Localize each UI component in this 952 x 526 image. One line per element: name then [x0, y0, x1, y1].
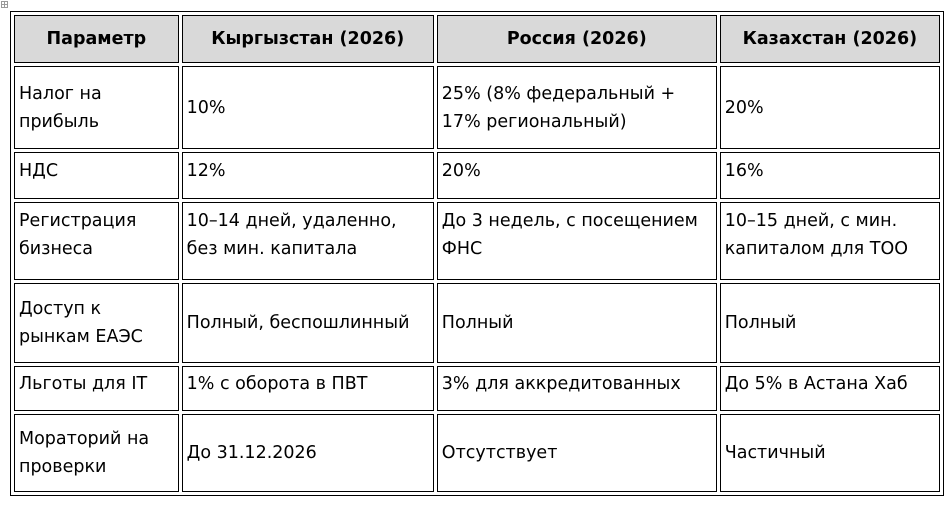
table-cell: Полный [720, 283, 940, 363]
table-cell: 20% [720, 66, 940, 149]
table-cell: Регистрация бизнеса [14, 202, 179, 280]
header-kyrgyzstan: Кыргызстан (2026) [182, 15, 434, 63]
table-cell: Полный [437, 283, 717, 363]
table-row [14, 414, 940, 492]
table-cell: 25% (8% федеральный + 17% региональный) [437, 66, 717, 149]
table-cell: НДС [14, 152, 179, 199]
table-row [14, 152, 940, 199]
table-cell: 10–15 дней, с мин. капиталом для ТОО [720, 202, 940, 280]
table-row [14, 366, 940, 411]
header-kazakhstan: Казахстан (2026) [720, 15, 940, 63]
table-cell: 10–14 дней, удаленно, без мин. капитала [182, 202, 434, 280]
table-cell: Налог на прибыль [14, 66, 179, 149]
table-cell: До 5% в Астана Хаб [720, 366, 940, 411]
comparison-table [10, 11, 944, 496]
table-cell: 12% [182, 152, 434, 199]
table-cell: 10% [182, 66, 434, 149]
header-parameter: Параметр [14, 15, 179, 63]
header-russia: Россия (2026) [437, 15, 717, 63]
table-cell: Льготы для IT [14, 366, 179, 411]
table-row [14, 66, 940, 149]
table-header-row [14, 15, 940, 63]
table-cell: Частичный [720, 414, 940, 492]
table-row [14, 283, 940, 363]
table-cell: Отсутствует [437, 414, 717, 492]
table-cell: 1% с оборота в ПВТ [182, 366, 434, 411]
table-cell: Мораторий на проверки [14, 414, 179, 492]
table-move-handle-icon[interactable] [1, 1, 8, 8]
table-cell: До 3 недель, с посещением ФНС [437, 202, 717, 280]
table-cell: 20% [437, 152, 717, 199]
table-cell: 3% для аккредитованных [437, 366, 717, 411]
table-cell: Доступ к рынкам ЕАЭС [14, 283, 179, 363]
table-cell: До 31.12.2026 [182, 414, 434, 492]
table-cell: 16% [720, 152, 940, 199]
table-cell: Полный, беспошлинный [182, 283, 434, 363]
table-row [14, 202, 940, 280]
